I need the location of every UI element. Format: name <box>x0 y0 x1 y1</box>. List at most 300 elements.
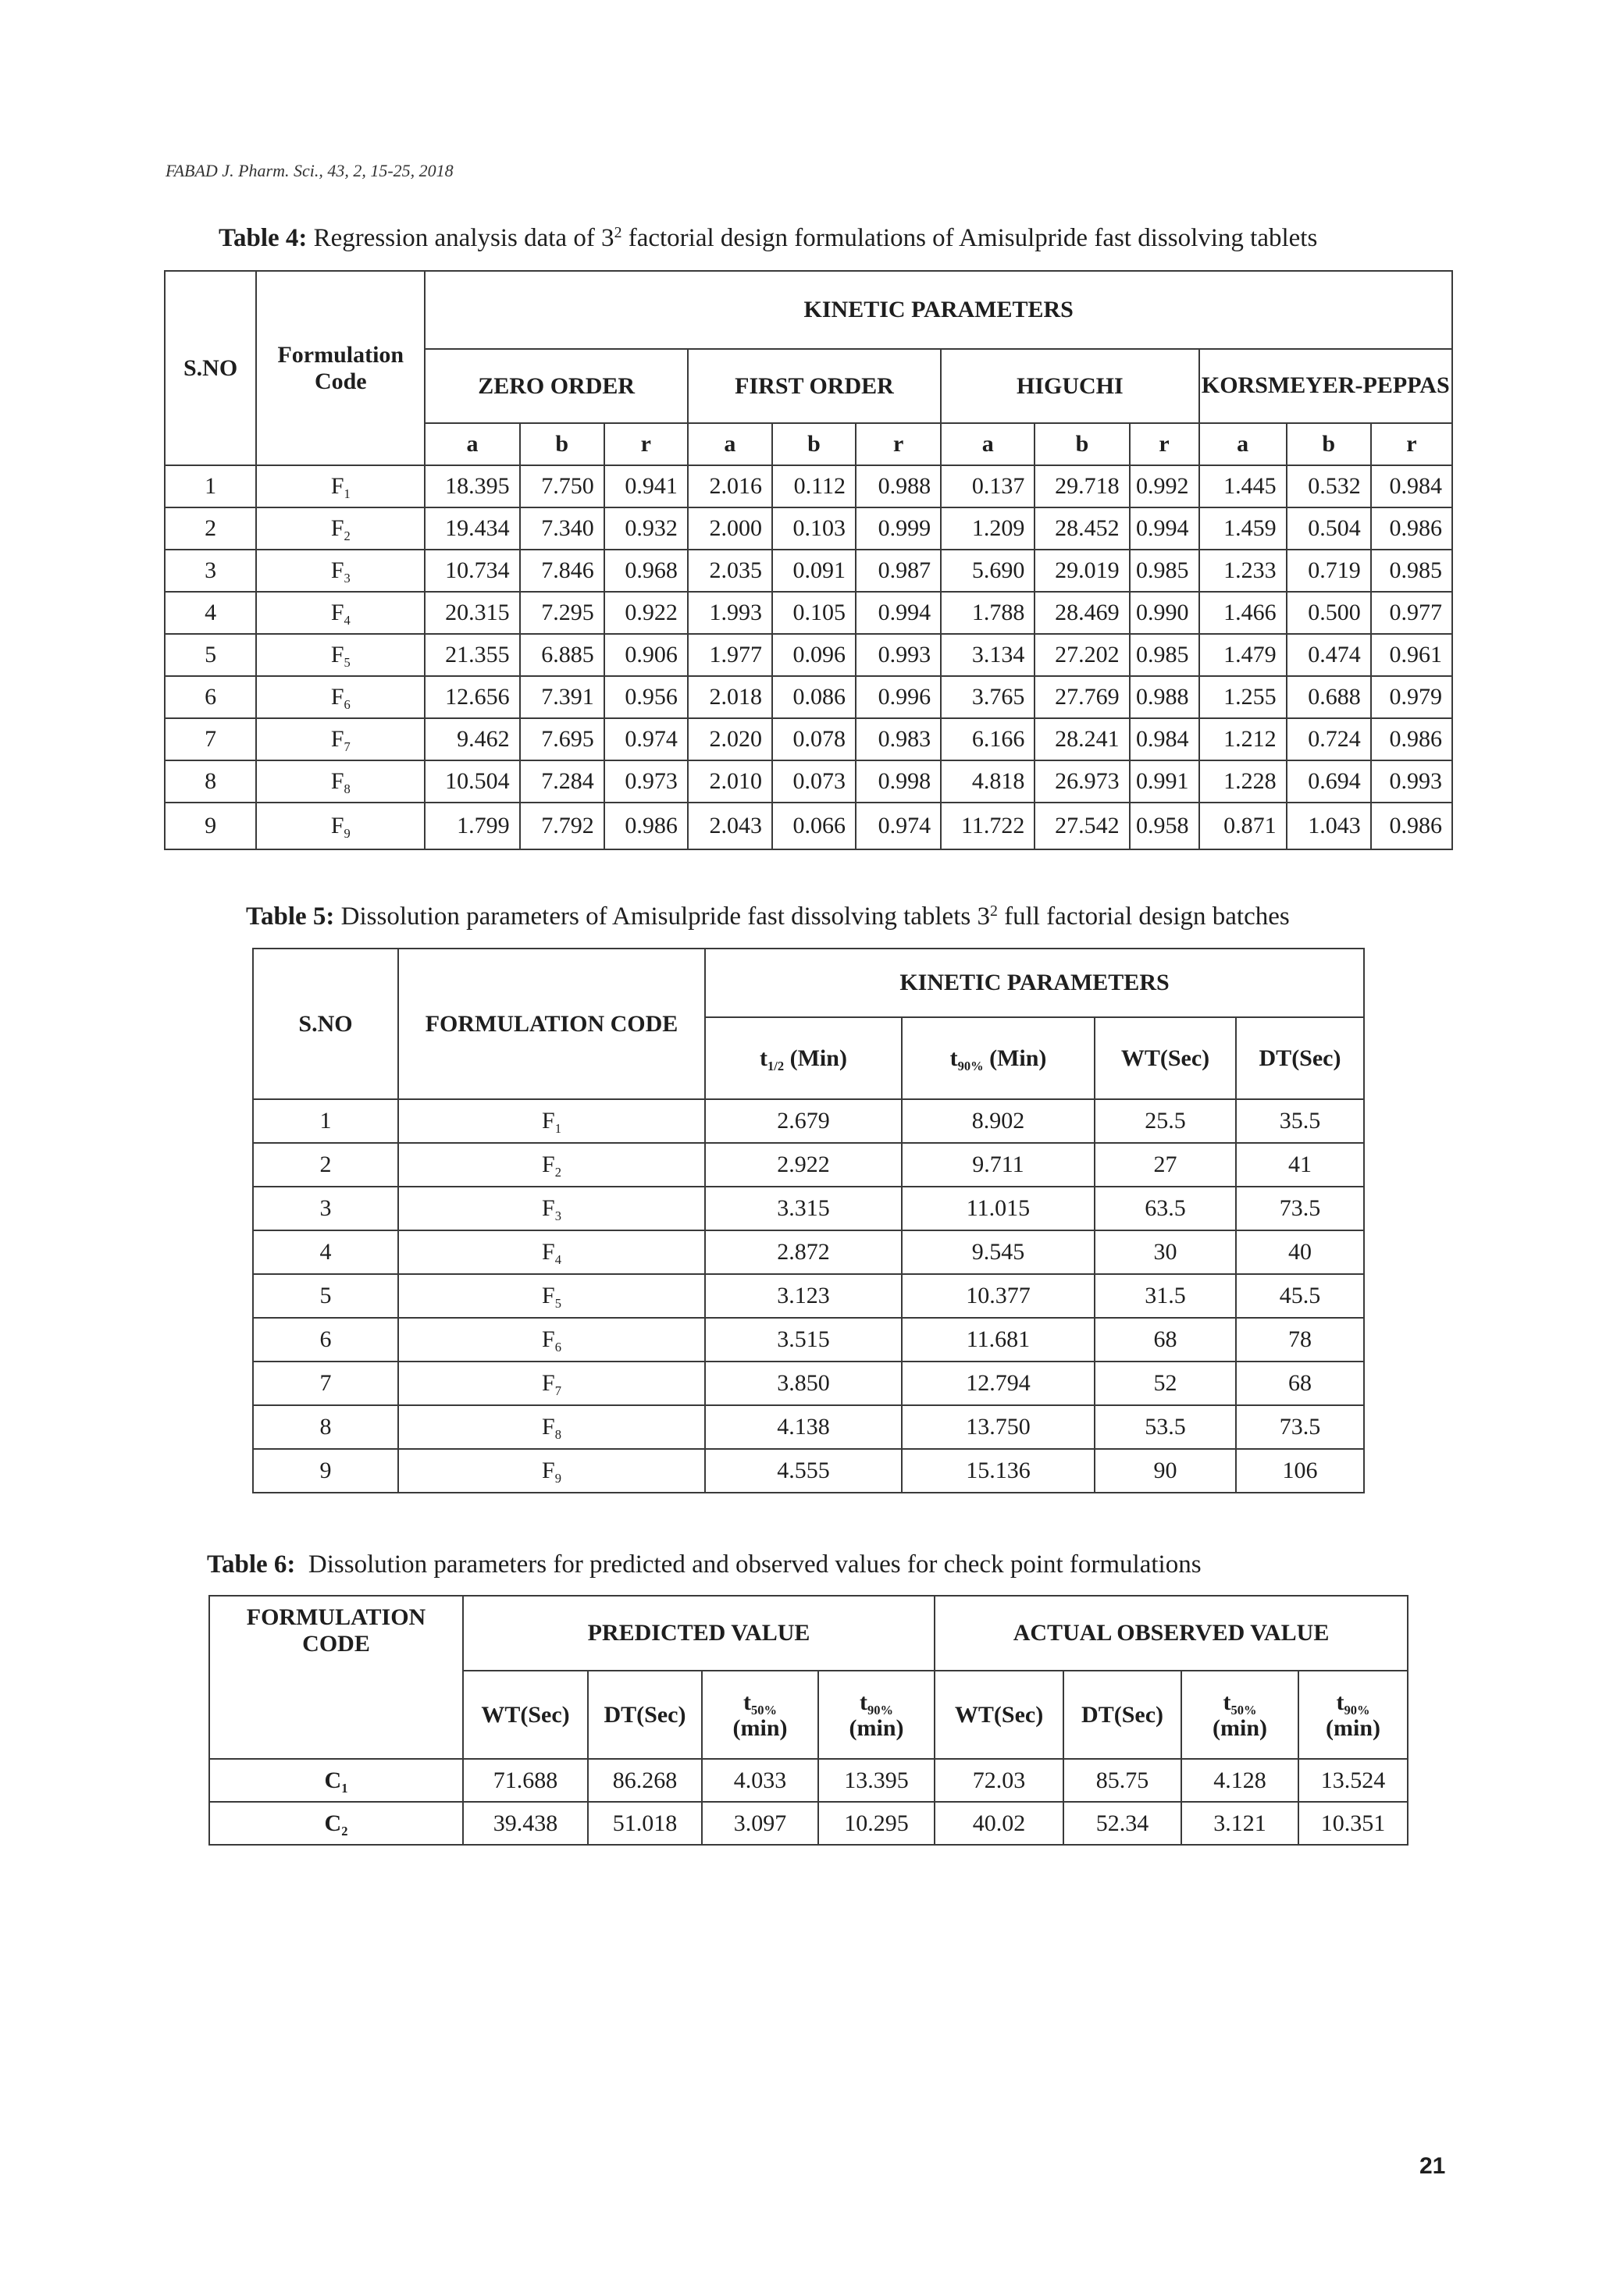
table6-cell-value: 4.033 <box>702 1759 818 1802</box>
table6-header-t90 <box>818 1671 935 1759</box>
table5-caption <box>246 902 1290 931</box>
table4-cell-value: 12.656 <box>425 676 519 718</box>
table4-cell-sno: 9 <box>165 803 256 849</box>
table6-row <box>209 1802 1408 1845</box>
table5-code-sub: 6 <box>554 1339 561 1354</box>
table6-header-t50 <box>702 1671 818 1759</box>
table4-cell-value: 1.788 <box>941 592 1035 634</box>
table5-header-sno: S.NO <box>253 949 398 1099</box>
table4-cell-value: 0.987 <box>856 550 941 592</box>
table5-header-t90-base: t <box>949 1045 958 1071</box>
table5-cell-wt: 63.5 <box>1095 1187 1236 1230</box>
table5-code-letter: F <box>542 1370 555 1396</box>
table4-cell-value: 1.445 <box>1199 465 1287 507</box>
table6-caption-text: Dissolution parameters for predicted and observed values for check point formulations <box>295 1550 1202 1579</box>
table4-cell-sno: 8 <box>165 760 256 803</box>
table4-cell-value: 0.066 <box>772 803 856 849</box>
table4-cell-value: 1.233 <box>1199 550 1287 592</box>
table4-code-letter: F <box>330 726 344 752</box>
table5-code-sub: 4 <box>554 1251 561 1267</box>
table4-cell-value: 9.462 <box>425 718 519 760</box>
table6-cell-value: 4.128 <box>1181 1759 1298 1802</box>
table5-code-sub: 1 <box>554 1120 561 1136</box>
table4-cell-code <box>256 592 425 634</box>
table4-cell-value: 29.019 <box>1035 550 1129 592</box>
table6-header-t90-unit: (min) <box>849 1714 904 1741</box>
table4-cell-value: 0.724 <box>1287 718 1371 760</box>
table4-code-sub: 2 <box>344 528 351 543</box>
table5-cell-t90: 11.015 <box>902 1187 1095 1230</box>
table5-cell-code <box>398 1405 705 1449</box>
table6-header-t50-base: t <box>743 1689 751 1715</box>
table4-header-sno: S.NO <box>165 271 256 465</box>
table4-cell-value: 0.504 <box>1287 507 1371 550</box>
table4-cell-value: 0.983 <box>856 718 941 760</box>
table4-cell-value: 0.103 <box>772 507 856 550</box>
table5-cell-dt: 45.5 <box>1236 1274 1364 1318</box>
table4-cell-value: 0.998 <box>856 760 941 803</box>
table4-header-param: a <box>941 423 1035 465</box>
table4-cell-value: 0.091 <box>772 550 856 592</box>
table4-header-param: b <box>1035 423 1129 465</box>
table4-cell-value: 0.986 <box>1371 718 1452 760</box>
table4-cell-value: 29.718 <box>1035 465 1129 507</box>
table5-code-letter: F <box>542 1414 555 1440</box>
table4-cell-value: 0.977 <box>1371 592 1452 634</box>
table4-cell-code <box>256 465 425 507</box>
table6-header-predicted: PREDICTED VALUE <box>463 1596 935 1671</box>
table5-cell-wt: 27 <box>1095 1143 1236 1187</box>
table5-cell-sno: 3 <box>253 1187 398 1230</box>
table6-cell-value: 39.438 <box>463 1802 588 1845</box>
table4-code-letter: F <box>330 600 344 625</box>
table6-code-sub: 2 <box>341 1823 348 1839</box>
table4-header-param: a <box>1199 423 1287 465</box>
table4-cell-value: 3.134 <box>941 634 1035 676</box>
table4-cell-value: 0.719 <box>1287 550 1371 592</box>
table4-cell-value: 0.941 <box>604 465 688 507</box>
table6-cell-value: 10.351 <box>1298 1802 1408 1845</box>
table5-cell-code <box>398 1449 705 1493</box>
table5-cell-code <box>398 1143 705 1187</box>
table5-cell-code <box>398 1318 705 1362</box>
table5-code-letter: F <box>542 1458 555 1483</box>
table5-cell-t-half: 3.123 <box>705 1274 902 1318</box>
table4-caption <box>219 224 1317 253</box>
table4-header-kinetic: KINETIC PARAMETERS <box>425 271 1452 349</box>
table4-cell-value: 2.000 <box>688 507 772 550</box>
table6-header-dt: DT(Sec) <box>1063 1671 1181 1759</box>
table5-cell-t-half: 2.872 <box>705 1230 902 1274</box>
table5-cell-code <box>398 1099 705 1143</box>
table6-header-t90-base: t <box>1336 1689 1344 1715</box>
table6-cell-value: 13.395 <box>818 1759 935 1802</box>
table5-cell-t-half: 2.922 <box>705 1143 902 1187</box>
table4-cell-value: 0.906 <box>604 634 688 676</box>
table4-row <box>165 803 1452 849</box>
table4-cell-value: 27.202 <box>1035 634 1129 676</box>
table4-cell-value: 0.137 <box>941 465 1035 507</box>
table4-cell-value: 5.690 <box>941 550 1035 592</box>
table4-cell-value: 0.474 <box>1287 634 1371 676</box>
table5-cell-t-half: 2.679 <box>705 1099 902 1143</box>
table5-code-sub: 5 <box>554 1295 561 1311</box>
table5-header-t90-sub: 90% <box>957 1058 984 1073</box>
table4-cell-value: 27.769 <box>1035 676 1129 718</box>
table4-cell-value: 19.434 <box>425 507 519 550</box>
table4-cell-value: 26.973 <box>1035 760 1129 803</box>
table4-code-sub: 1 <box>344 486 351 501</box>
table5-cell-sno: 8 <box>253 1405 398 1449</box>
table5 <box>252 948 1365 1493</box>
table4-cell-value: 18.395 <box>425 465 519 507</box>
table5-cell-wt: 68 <box>1095 1318 1236 1362</box>
table4-cell-value: 0.986 <box>1371 803 1452 849</box>
table4-caption-label: Table 4: <box>219 224 308 252</box>
table4-header-param: r <box>856 423 941 465</box>
table5-code-letter: F <box>542 1283 555 1308</box>
table5-cell-t90: 8.902 <box>902 1099 1095 1143</box>
table4-cell-value: 7.391 <box>520 676 604 718</box>
table6-cell-value: 71.688 <box>463 1759 588 1802</box>
table5-cell-sno: 4 <box>253 1230 398 1274</box>
table4-cell-value: 0.990 <box>1130 592 1199 634</box>
table5-cell-t90: 11.681 <box>902 1318 1095 1362</box>
table5-cell-dt: 73.5 <box>1236 1405 1364 1449</box>
table4-row <box>165 634 1452 676</box>
table5-header-t-half-unit: (Min) <box>784 1045 847 1071</box>
table4-cell-value: 1.209 <box>941 507 1035 550</box>
table4-cell-sno: 1 <box>165 465 256 507</box>
table5-cell-sno: 7 <box>253 1362 398 1405</box>
table5-code-letter: F <box>542 1326 555 1352</box>
table4-cell-value: 1.255 <box>1199 676 1287 718</box>
table4-code-sub: 3 <box>344 570 351 586</box>
table4-caption-sup: 2 <box>614 224 622 242</box>
table5-header-wt: WT(Sec) <box>1095 1017 1236 1099</box>
table4-cell-value: 0.988 <box>856 465 941 507</box>
table4-cell-value: 3.765 <box>941 676 1035 718</box>
table6-cell-value: 85.75 <box>1063 1759 1181 1802</box>
table5-code-letter: F <box>542 1239 555 1265</box>
table5-code-letter: F <box>542 1108 555 1134</box>
table4-cell-value: 6.166 <box>941 718 1035 760</box>
table4-cell-value: 21.355 <box>425 634 519 676</box>
table5-header-t-half <box>705 1017 902 1099</box>
table5-code-sub: 7 <box>554 1383 561 1398</box>
table5-row <box>253 1318 1364 1362</box>
table5-header-t90 <box>902 1017 1095 1099</box>
table4-cell-value: 7.284 <box>520 760 604 803</box>
table4-code-sub: 6 <box>344 696 351 712</box>
table6-cell-code <box>209 1759 463 1802</box>
table4-caption-text-pre: Regression analysis data of 3 <box>307 224 614 252</box>
table5-cell-t90: 10.377 <box>902 1274 1095 1318</box>
table4-cell-value: 20.315 <box>425 592 519 634</box>
table4-cell-value: 0.532 <box>1287 465 1371 507</box>
table4-cell-code <box>256 550 425 592</box>
table4-caption-text-post: factorial design formulations of Amisulpride fast dissolving tablets <box>621 224 1318 252</box>
table4-cell-sno: 4 <box>165 592 256 634</box>
table4-cell-code <box>256 803 425 849</box>
table5-cell-code <box>398 1230 705 1274</box>
table6-header-t90-base: t <box>860 1689 868 1715</box>
table4-code-letter: F <box>330 557 344 583</box>
table4-cell-value: 0.984 <box>1371 465 1452 507</box>
table5-row <box>253 1274 1364 1318</box>
table4-cell-value: 1.799 <box>425 803 519 849</box>
table6-cell-value: 40.02 <box>935 1802 1063 1845</box>
table4-cell-value: 7.295 <box>520 592 604 634</box>
table5-cell-dt: 41 <box>1236 1143 1364 1187</box>
table6-row <box>209 1759 1408 1802</box>
table4-cell-value: 0.105 <box>772 592 856 634</box>
table4-cell-code <box>256 760 425 803</box>
table5-cell-code <box>398 1187 705 1230</box>
table4-header-param: r <box>1371 423 1452 465</box>
table4-cell-value: 28.469 <box>1035 592 1129 634</box>
table4-row <box>165 676 1452 718</box>
table4-code-letter: F <box>330 684 344 710</box>
table5-code-letter: F <box>542 1195 555 1221</box>
table6-caption-label: Table 6: <box>207 1550 296 1579</box>
table4-cell-value: 7.792 <box>520 803 604 849</box>
table4-cell-value: 0.986 <box>604 803 688 849</box>
table5-row <box>253 1143 1364 1187</box>
table4-header-group: FIRST ORDER <box>688 349 941 423</box>
table4-cell-value: 0.086 <box>772 676 856 718</box>
table4-cell-value: 2.020 <box>688 718 772 760</box>
table4-cell-sno: 3 <box>165 550 256 592</box>
table4-cell-value: 0.999 <box>856 507 941 550</box>
table4-cell-value: 1.459 <box>1199 507 1287 550</box>
table5-cell-t90: 15.136 <box>902 1449 1095 1493</box>
table5-row <box>253 1405 1364 1449</box>
table4-cell-value: 0.688 <box>1287 676 1371 718</box>
table5-cell-code <box>398 1362 705 1405</box>
table6-cell-value: 3.121 <box>1181 1802 1298 1845</box>
table4-cell-sno: 2 <box>165 507 256 550</box>
table5-cell-sno: 6 <box>253 1318 398 1362</box>
table4-cell-value: 0.992 <box>1130 465 1199 507</box>
table4-cell-value: 2.016 <box>688 465 772 507</box>
table4-cell-value: 0.985 <box>1130 550 1199 592</box>
table4-code-letter: F <box>330 473 344 499</box>
table4-row <box>165 718 1452 760</box>
table4-row <box>165 550 1452 592</box>
table4-header-param: r <box>1130 423 1199 465</box>
table4-cell-value: 2.010 <box>688 760 772 803</box>
table4-header-group: ZERO ORDER <box>425 349 687 423</box>
table4-header-formulation-code: Formulation Code <box>256 271 425 465</box>
table4-row <box>165 760 1452 803</box>
table6-cell-value: 3.097 <box>702 1802 818 1845</box>
table4-cell-value: 7.695 <box>520 718 604 760</box>
table5-cell-sno: 9 <box>253 1449 398 1493</box>
table4-cell-code <box>256 634 425 676</box>
table4-cell-value: 7.750 <box>520 465 604 507</box>
table4-header-param: b <box>520 423 604 465</box>
table6-cell-value: 52.34 <box>1063 1802 1181 1845</box>
table4-cell-value: 0.974 <box>604 718 688 760</box>
table4-cell-value: 4.818 <box>941 760 1035 803</box>
table5-cell-sno: 5 <box>253 1274 398 1318</box>
table4-code-letter: F <box>330 642 344 667</box>
table4-cell-value: 0.996 <box>856 676 941 718</box>
table4-cell-value: 11.722 <box>941 803 1035 849</box>
table4-header-param: b <box>1287 423 1371 465</box>
table4-cell-value: 1.977 <box>688 634 772 676</box>
table4-cell-value: 28.452 <box>1035 507 1129 550</box>
table5-cell-t90: 9.711 <box>902 1143 1095 1187</box>
table5-cell-t90: 12.794 <box>902 1362 1095 1405</box>
table4-cell-code <box>256 676 425 718</box>
table5-cell-t90: 9.545 <box>902 1230 1095 1274</box>
table5-header-dt: DT(Sec) <box>1236 1017 1364 1099</box>
table4-cell-value: 1.466 <box>1199 592 1287 634</box>
table5-caption-label: Table 5: <box>246 902 335 931</box>
table4-cell-value: 10.504 <box>425 760 519 803</box>
table4-cell-value: 0.078 <box>772 718 856 760</box>
table4-code-sub: 5 <box>344 654 351 670</box>
table4-code-letter: F <box>330 813 344 838</box>
running-head: FABAD J. Pharm. Sci., 43, 2, 15-25, 2018 <box>166 161 454 180</box>
table4-cell-value: 1.993 <box>688 592 772 634</box>
table4-cell-value: 10.734 <box>425 550 519 592</box>
table4-cell-value: 0.096 <box>772 634 856 676</box>
table4-cell-value: 0.968 <box>604 550 688 592</box>
table4-cell-value: 1.212 <box>1199 718 1287 760</box>
table5-cell-wt: 52 <box>1095 1362 1236 1405</box>
table6-code-sub: 1 <box>341 1780 348 1796</box>
table6-header-wt: WT(Sec) <box>935 1671 1063 1759</box>
table5-row <box>253 1362 1364 1405</box>
table5-cell-wt: 90 <box>1095 1449 1236 1493</box>
table6-header-formulation-code: FORMULATION CODE <box>209 1596 463 1759</box>
table6-cell-value: 86.268 <box>588 1759 702 1802</box>
table4-cell-value: 0.993 <box>1371 760 1452 803</box>
table5-header-t-half-sub: 1/2 <box>767 1058 785 1073</box>
table6-header-dt: DT(Sec) <box>588 1671 702 1759</box>
table5-cell-t-half: 3.315 <box>705 1187 902 1230</box>
table4-cell-sno: 6 <box>165 676 256 718</box>
table5-cell-dt: 40 <box>1236 1230 1364 1274</box>
table5-code-sub: 8 <box>554 1426 561 1442</box>
table5-code-sub: 9 <box>554 1470 561 1486</box>
table4-row <box>165 465 1452 507</box>
table6 <box>208 1595 1408 1846</box>
table4 <box>164 270 1453 850</box>
table6-header-wt: WT(Sec) <box>463 1671 588 1759</box>
table4-code-sub: 8 <box>344 781 351 796</box>
table4-cell-value: 2.035 <box>688 550 772 592</box>
table5-code-sub: 3 <box>554 1208 561 1223</box>
table4-header-param: r <box>604 423 688 465</box>
table5-row <box>253 1449 1364 1493</box>
table5-caption-text-post: full factorial design batches <box>997 902 1290 931</box>
table6-header-actual: ACTUAL OBSERVED VALUE <box>935 1596 1408 1671</box>
table4-header-group: KORSMEYER-PEPPAS <box>1199 349 1452 423</box>
table4-cell-code <box>256 718 425 760</box>
table4-header-param: b <box>772 423 856 465</box>
table4-cell-value: 1.043 <box>1287 803 1371 849</box>
table4-cell-value: 0.974 <box>856 803 941 849</box>
table4-cell-value: 0.993 <box>856 634 941 676</box>
table4-cell-value: 1.228 <box>1199 760 1287 803</box>
table4-cell-value: 0.073 <box>772 760 856 803</box>
table5-cell-dt: 78 <box>1236 1318 1364 1362</box>
table4-cell-value: 0.994 <box>1130 507 1199 550</box>
table4-cell-sno: 5 <box>165 634 256 676</box>
table4-cell-value: 0.994 <box>856 592 941 634</box>
table5-header-formulation-code: FORMULATION CODE <box>398 949 705 1099</box>
table5-header-t-half-base: t <box>760 1045 768 1071</box>
table5-header-t90-unit: (Min) <box>983 1045 1047 1071</box>
table5-cell-dt: 73.5 <box>1236 1187 1364 1230</box>
table4-cell-value: 0.986 <box>1371 507 1452 550</box>
table6-header-t50-base: t <box>1223 1689 1231 1715</box>
table4-code-sub: 9 <box>344 825 351 841</box>
table6-header-t90-sub: 90% <box>1344 1702 1370 1718</box>
table4-code-sub: 7 <box>344 739 351 754</box>
table6-header-t50 <box>1181 1671 1298 1759</box>
table4-header-param: a <box>688 423 772 465</box>
table4-cell-value: 0.871 <box>1199 803 1287 849</box>
table4-cell-value: 0.958 <box>1130 803 1199 849</box>
table5-cell-dt: 106 <box>1236 1449 1364 1493</box>
table6-header-t50-unit: (min) <box>732 1714 788 1741</box>
table4-header-group: HIGUCHI <box>941 349 1198 423</box>
page-number: 21 <box>1419 2153 1446 2179</box>
table6-header-t90-sub: 90% <box>867 1702 894 1718</box>
table4-cell-value: 0.922 <box>604 592 688 634</box>
table5-cell-wt: 25.5 <box>1095 1099 1236 1143</box>
table5-cell-dt: 35.5 <box>1236 1099 1364 1143</box>
table5-cell-dt: 68 <box>1236 1362 1364 1405</box>
table4-cell-value: 0.985 <box>1130 634 1199 676</box>
table4-cell-value: 0.694 <box>1287 760 1371 803</box>
table4-cell-value: 7.846 <box>520 550 604 592</box>
table5-cell-sno: 1 <box>253 1099 398 1143</box>
table4-cell-value: 27.542 <box>1035 803 1129 849</box>
table4-cell-value: 0.932 <box>604 507 688 550</box>
table4-cell-value: 0.979 <box>1371 676 1452 718</box>
table4-cell-value: 0.956 <box>604 676 688 718</box>
table5-cell-t-half: 3.515 <box>705 1318 902 1362</box>
table6-header-t50-sub: 50% <box>751 1702 777 1718</box>
table5-caption-sup: 2 <box>989 902 998 920</box>
table5-cell-sno: 2 <box>253 1143 398 1187</box>
table5-cell-code <box>398 1274 705 1318</box>
table6-cell-value: 10.295 <box>818 1802 935 1845</box>
table4-row <box>165 507 1452 550</box>
table5-cell-wt: 30 <box>1095 1230 1236 1274</box>
table6-code-letter: C <box>324 1810 342 1836</box>
table4-code-sub: 4 <box>344 612 351 628</box>
table5-caption-text-pre: Dissolution parameters of Amisulpride fast dissolving tablets 3 <box>334 902 990 931</box>
table4-cell-value: 0.961 <box>1371 634 1452 676</box>
table4-code-letter: F <box>330 768 344 794</box>
table4-row <box>165 592 1452 634</box>
table6-code-letter: C <box>324 1767 342 1793</box>
table4-cell-value: 0.984 <box>1130 718 1199 760</box>
table4-cell-value: 0.500 <box>1287 592 1371 634</box>
table5-row <box>253 1230 1364 1274</box>
table4-cell-sno: 7 <box>165 718 256 760</box>
table4-cell-code <box>256 507 425 550</box>
table6-caption <box>207 1550 1202 1579</box>
table6-cell-code <box>209 1802 463 1845</box>
